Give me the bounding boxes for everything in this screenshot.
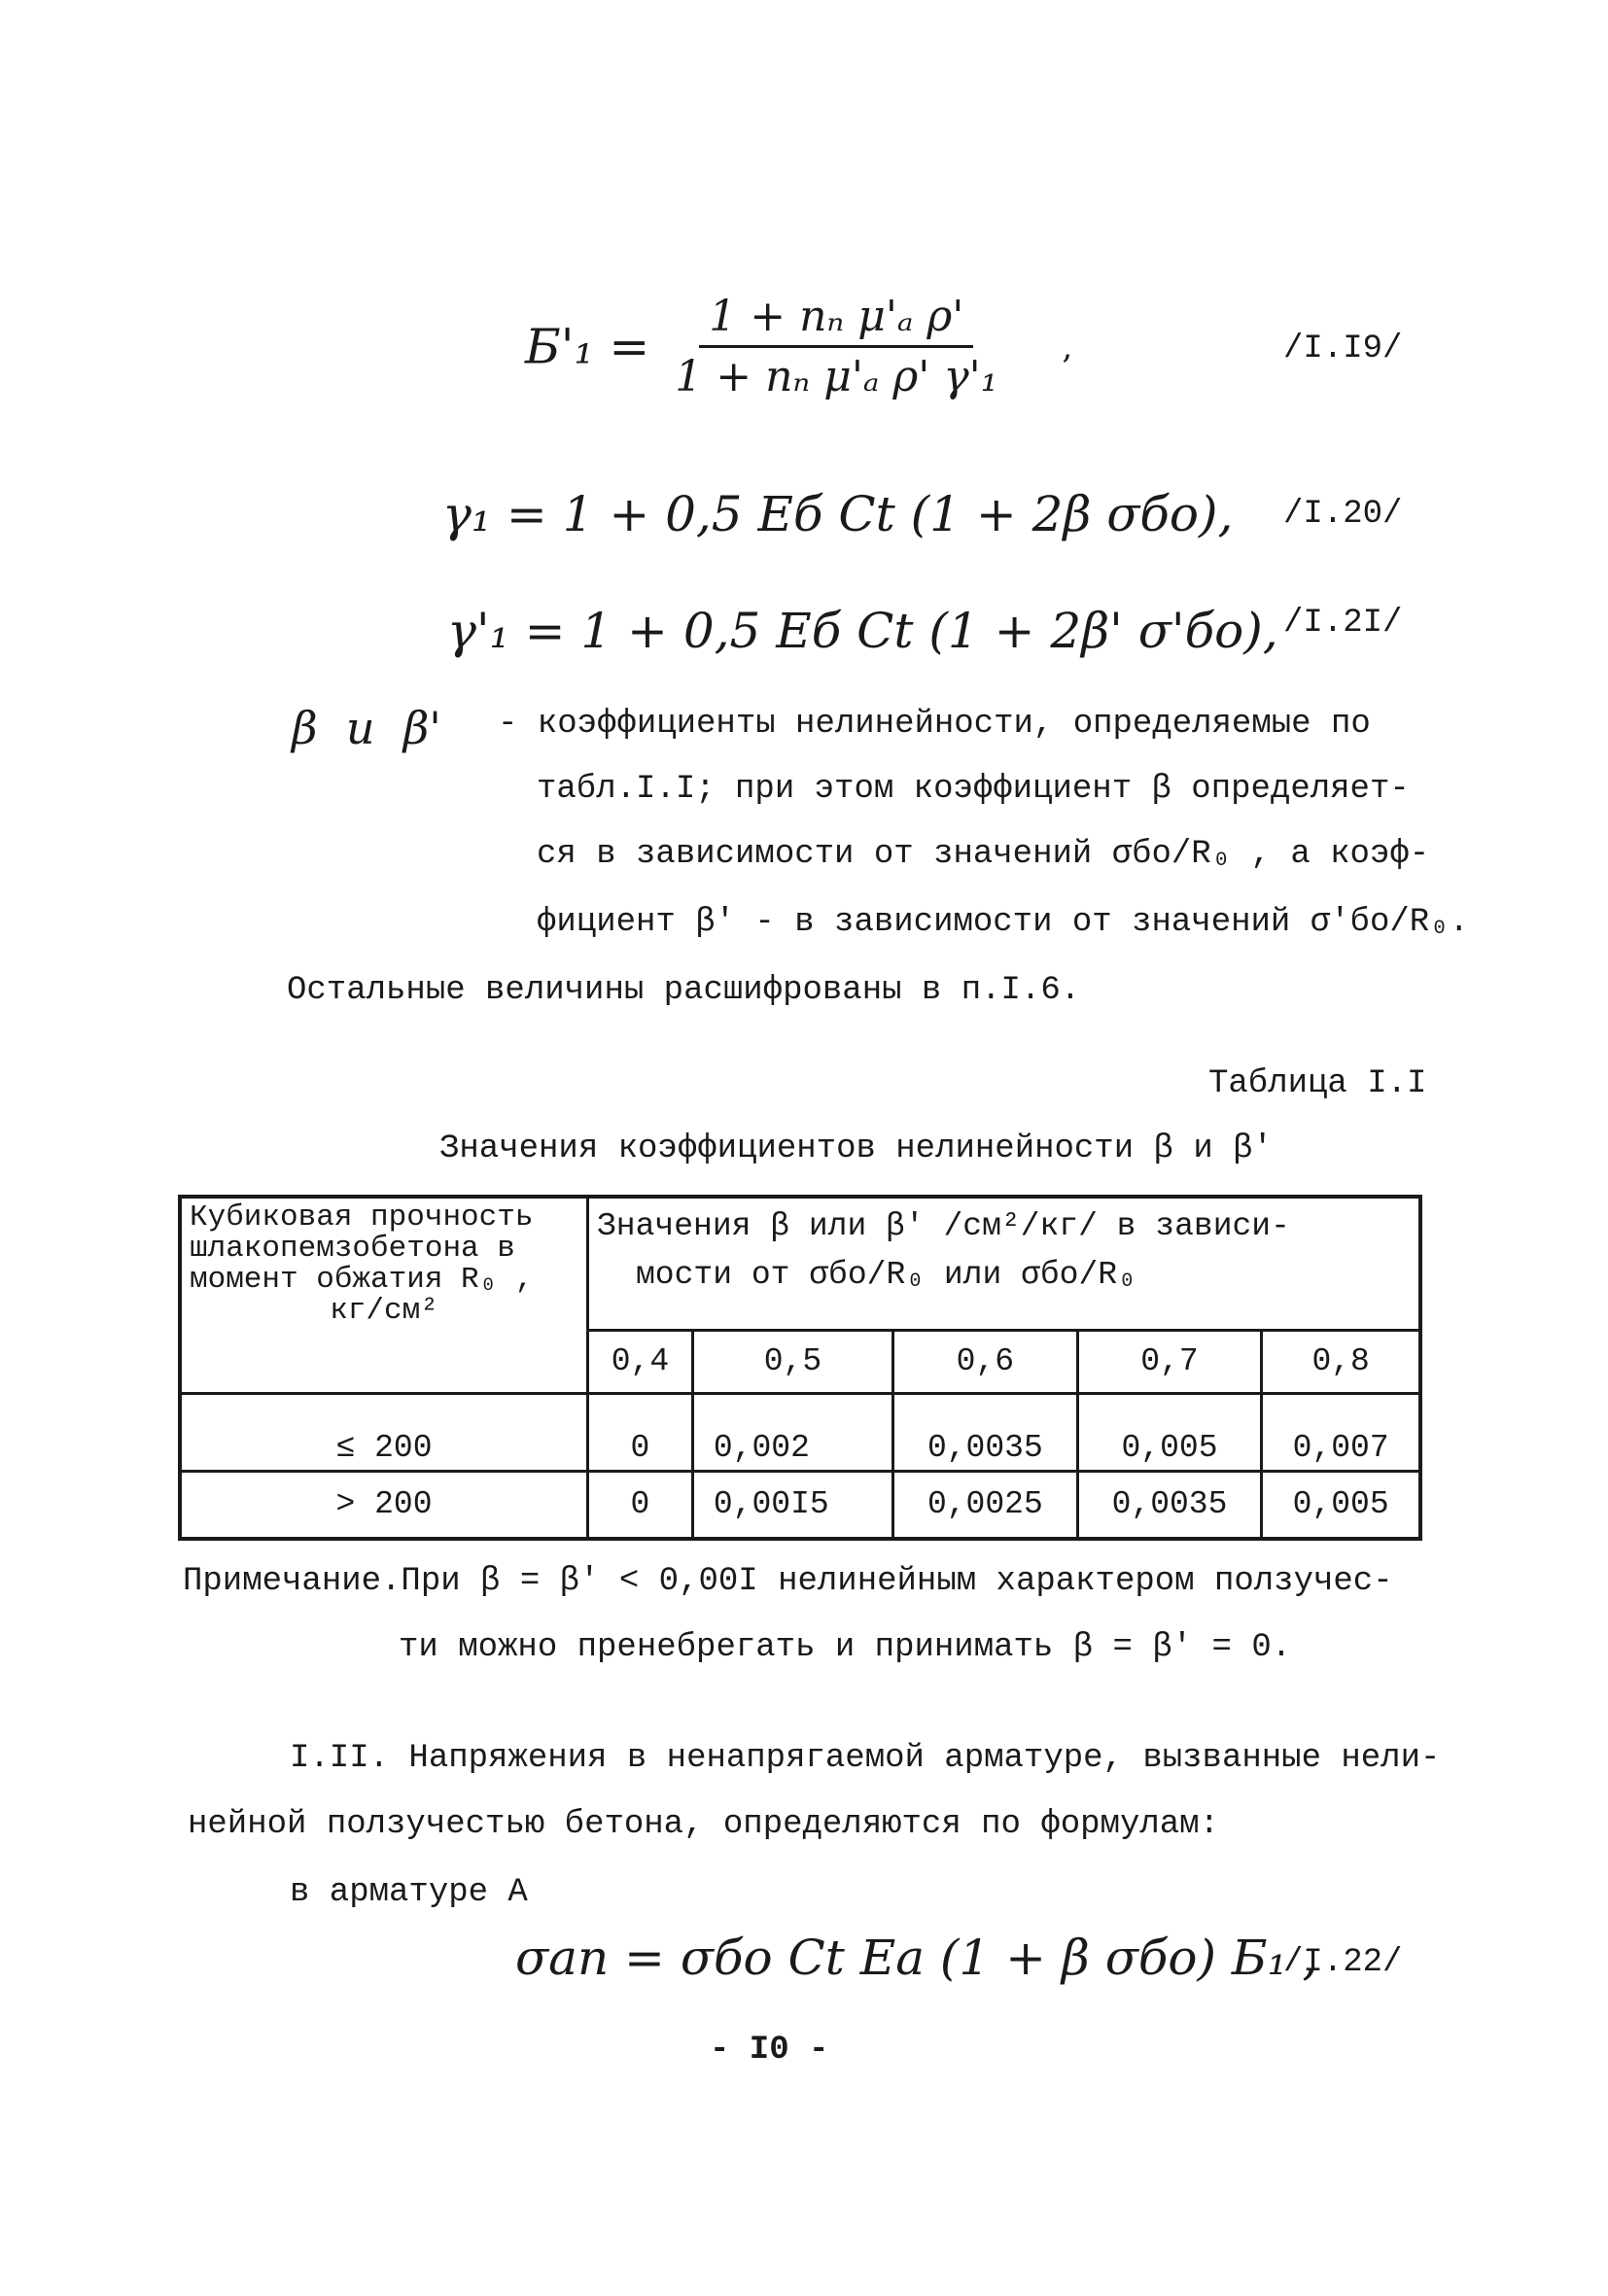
rest-text: Остальные величины расшифрованы в п.I.6. — [287, 972, 1081, 1009]
header-left-line-3: момент обжатия R₀ , — [190, 1263, 534, 1297]
table-cell: 0,002 — [692, 1394, 892, 1472]
column-header-0-8: 0,8 — [1262, 1330, 1420, 1393]
table-cell: 0,00I5 — [692, 1471, 892, 1539]
column-header-0-7: 0,7 — [1077, 1330, 1262, 1393]
header-right-line-2: мости от σбо/R₀ или σбо/R₀ — [636, 1257, 1136, 1293]
table-cell: 0,0025 — [893, 1471, 1078, 1539]
table-row — [180, 1394, 1420, 1472]
formula-i19-numerator: 1 + nₙ μ'ₐ ρ' — [699, 292, 973, 348]
formula-i19-fraction — [665, 292, 1007, 401]
table-cell: 0,005 — [1077, 1394, 1262, 1472]
note-line-2: ти можно пренебрегать и принимать β = β' = 0. — [399, 1629, 1292, 1666]
table-cell: 0,007 — [1262, 1394, 1420, 1472]
definition-line-3: ся в зависимости от значений σбо/R₀ , а коэф- — [537, 836, 1430, 873]
nonlinearity-table — [178, 1195, 1422, 1541]
formula-i19-lhs: Б'₁ = — [525, 318, 650, 375]
header-right-line-1: Значения β или β' /см²/кг/ в зависи- — [597, 1208, 1290, 1244]
row-label: > 200 — [180, 1471, 588, 1539]
table-title: Значения коэффициентов нелинейности β и β' — [439, 1131, 1273, 1167]
equation-number-i19: /I.I9/ — [1283, 330, 1403, 367]
column-header-0-6: 0,6 — [893, 1330, 1078, 1393]
equation-number-i20: /I.20/ — [1283, 496, 1403, 533]
para-line-3: в арматуре А — [290, 1874, 528, 1911]
table-cell: 0 — [588, 1471, 693, 1539]
table-label: Таблица I.I — [1208, 1065, 1427, 1102]
formula-i19-denominator: 1 + nₙ μ'ₐ ρ' γ'₁ — [675, 352, 998, 401]
header-left-line-4: кг/см² — [330, 1294, 438, 1328]
row-label: ≤ 200 — [180, 1394, 588, 1472]
table-cell: 0,0035 — [1077, 1471, 1262, 1539]
header-left-line-1: Кубиковая прочность — [190, 1200, 534, 1235]
table-row — [180, 1471, 1420, 1539]
definition-line-1: - коэффициенты нелинейности, определяемые по — [498, 706, 1371, 743]
column-header-0-5: 0,5 — [692, 1330, 892, 1393]
column-header-0-4: 0,4 — [588, 1330, 693, 1393]
para-line-1: I.II. Напряжения в ненапрягаемой арматуре, вызванные нели- — [290, 1740, 1441, 1777]
formula-i19 — [525, 292, 1072, 401]
equation-number-i21: /I.2I/ — [1283, 605, 1403, 642]
header-left-line-2: шлакопемзобетона в — [190, 1232, 515, 1266]
definition-symbols: β и β' — [292, 702, 441, 754]
formula-i20: γ₁ = 1 + 0,5 Eб Ct (1 + 2β σбо), — [442, 486, 1234, 542]
formula-i19-tail: , — [1062, 327, 1073, 366]
table-header-left — [180, 1197, 588, 1394]
table-header-right — [588, 1197, 1421, 1330]
definition-line-2: табл.I.I; при этом коэффициент β определяет- — [537, 771, 1410, 808]
page-number: - I0 - — [710, 2032, 829, 2069]
equation-number-i22: /I.22/ — [1283, 1944, 1403, 1981]
table-cell: 0 — [588, 1394, 693, 1472]
table-cell: 0,005 — [1262, 1471, 1420, 1539]
definition-line-4: фициент β' - в зависимости от значений σ'бо/R₀. — [537, 904, 1469, 941]
para-line-2: нейной ползучестью бетона, определяются по формулам: — [188, 1806, 1219, 1843]
formula-i22: σаn = σбо Ct Ea (1 + β σбо) Б₁ , — [515, 1930, 1318, 1986]
table-cell: 0,0035 — [893, 1394, 1078, 1472]
note-line-1: Примечание.При β = β' < 0,00I нелинейным характером ползучес- — [183, 1563, 1393, 1600]
formula-i21: γ'₁ = 1 + 0,5 Eб Ct (1 + 2β' σ'бо), — [447, 603, 1278, 659]
